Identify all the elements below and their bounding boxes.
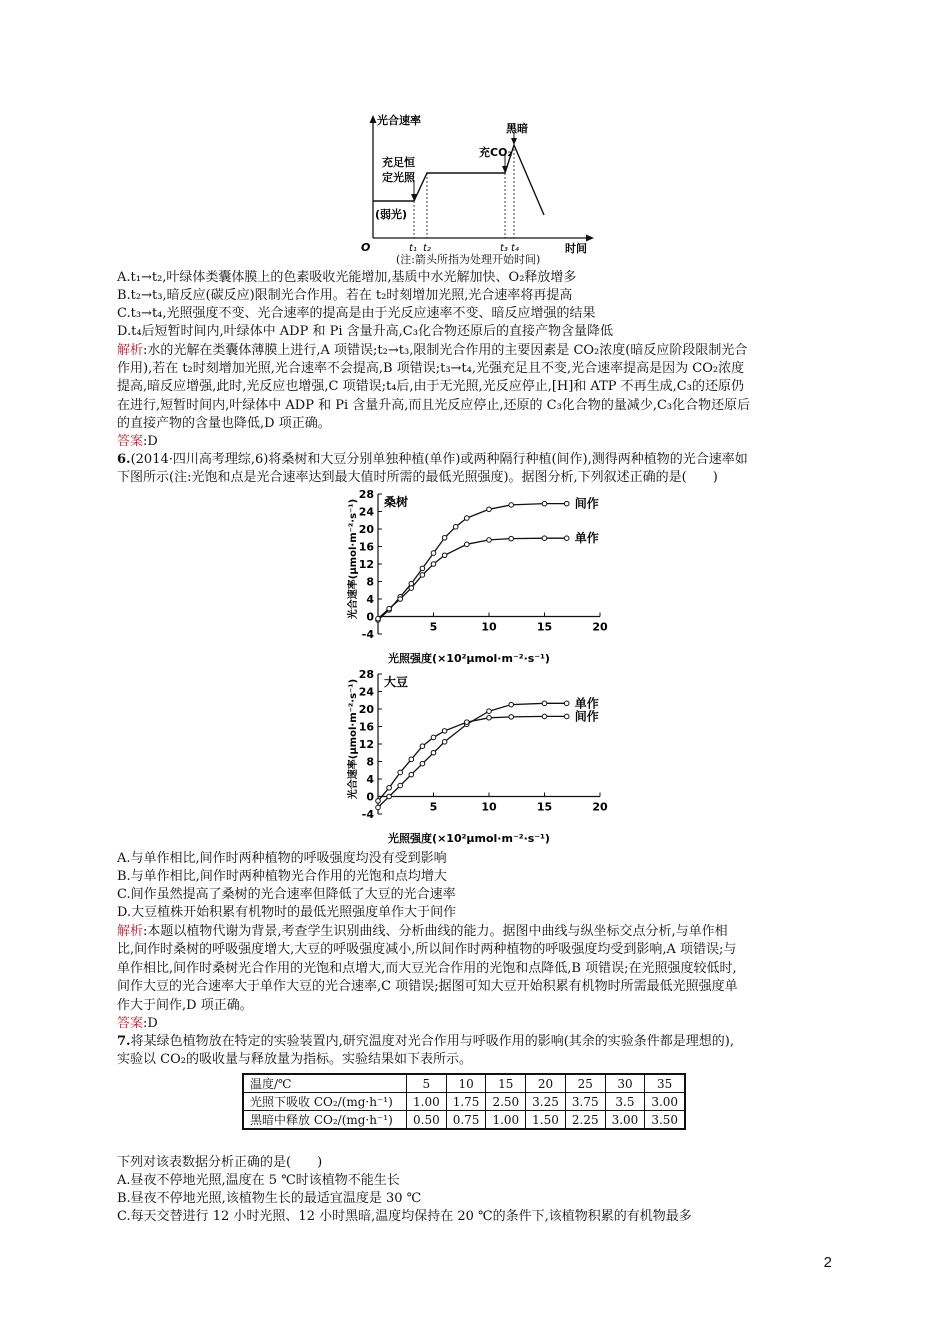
table-cell: 20 — [526, 1074, 566, 1093]
table-cell: 1.75 — [446, 1093, 486, 1111]
data-point — [465, 720, 470, 725]
data-point — [542, 701, 547, 706]
q5-answer-value: :D — [143, 434, 158, 449]
chart-soybean — [338, 664, 618, 854]
q6-analysis-line-5: 作大于间作,D 项正确。 — [117, 998, 253, 1013]
table-cell: 3.25 — [526, 1093, 566, 1111]
data-point — [420, 566, 425, 571]
y-tick-label: 16 — [358, 540, 374, 554]
data-point — [442, 535, 447, 540]
data-point — [387, 794, 392, 799]
series-label: 单作 — [574, 696, 599, 711]
table-cell: 25 — [565, 1074, 605, 1093]
series-line — [378, 538, 567, 619]
table-cell: 3.75 — [565, 1093, 605, 1111]
data-point — [398, 597, 403, 602]
table-cell: 1.00 — [486, 1111, 526, 1130]
q6-analysis-line-2: 比,间作时桑树的呼吸强度增大,大豆的呼吸强度减小,所以间作时两种植物的呼吸强度均受到影响,A 项错误;与 — [117, 942, 737, 957]
table-cell: 0.75 — [446, 1111, 486, 1130]
q5-analysis-line-1 — [117, 343, 747, 359]
data-point — [431, 750, 436, 755]
series-label: 单作 — [574, 531, 599, 546]
y-tick-label: -4 — [361, 628, 374, 641]
data-point — [487, 715, 492, 720]
q6-stem-text-1: (2014·四川高考理综,6)将桑树和大豆分别单独种植(单作)或两种隔行种植(间作),测得两种植物的光合速率如 — [130, 452, 748, 467]
q6-answer — [117, 1016, 158, 1032]
data-point — [509, 503, 514, 508]
table-row — [243, 1093, 685, 1111]
fig1-dark: 黑暗 — [506, 122, 528, 135]
y-tick-label: 4 — [366, 773, 374, 786]
data-point — [564, 714, 569, 719]
table-cell: 1.00 — [407, 1093, 447, 1111]
series-label: 间作 — [574, 709, 599, 724]
data-point — [442, 729, 447, 734]
y-tick-label: 24 — [358, 685, 374, 699]
table-row — [243, 1111, 685, 1130]
q5-analysis-line-5: 的直接产物的含量也降低,D 项正确。 — [117, 416, 331, 431]
q7-number: 7. — [117, 1034, 131, 1049]
x-tick-label: 5 — [429, 800, 438, 814]
y-tick-label: 8 — [366, 755, 374, 769]
series-label: 间作 — [574, 496, 599, 511]
data-point — [431, 551, 436, 556]
data-point — [431, 735, 436, 740]
table-cell: 光照下吸收 CO₂/(mg·h⁻¹) — [243, 1093, 407, 1111]
fig1-t2: t₂ — [423, 243, 431, 254]
table-cell: 3.5 — [605, 1093, 645, 1111]
q6-option-b: B.与单作相比,间作时两种植物光合作用的光饱和点均增大 — [117, 869, 447, 884]
table-cell: 黑暗中释放 CO₂/(mg·h⁻¹) — [243, 1111, 407, 1130]
table-cell: 30 — [605, 1074, 645, 1093]
fig1-light-2: 定光照 — [382, 171, 415, 184]
data-point — [564, 536, 569, 541]
fig1-t3: t₃ — [500, 243, 508, 254]
data-point — [453, 525, 458, 530]
data-point — [409, 586, 414, 591]
q6-analysis-line-3: 单作相比,间作时桑树光合作用的光饱和点增大,而大豆光合作用的光饱和点降低,B 项错误;在光照强度较低时, — [117, 961, 737, 976]
data-point — [376, 805, 381, 810]
fig1-light-1: 充足恒 — [382, 156, 415, 169]
y-tick-label: 4 — [366, 593, 374, 606]
y-tick-label: -4 — [361, 808, 374, 821]
q5-option-c: C.t₃→t₄,光照强度不变、光合速率的提高是由于光反应速率不变、暗反应增强的结果 — [117, 306, 596, 321]
x-axis-label: 光照强度(×10²μmol·m⁻²·s⁻¹) — [388, 832, 550, 845]
q6-answer-value: :D — [143, 1016, 158, 1031]
page-number: 2 — [823, 1254, 832, 1271]
figure-photosynthesis-time — [355, 110, 605, 260]
chart-mulberry — [338, 484, 618, 669]
data-point — [387, 606, 392, 611]
data-point — [509, 536, 514, 541]
q6-option-c: C.间作虽然提高了桑树的光合速率但降低了大豆的光合速率 — [117, 887, 456, 902]
fig1-ylabel: 光合速率 — [377, 114, 421, 127]
q7-option-c: C.每天交替进行 12 小时光照、12 小时黑暗,温度均保持在 20 ℃的条件下,该植物积累的有机物最多 — [117, 1209, 692, 1224]
fig1-xlabel: 时间 — [565, 242, 587, 255]
data-point — [398, 783, 403, 788]
data-point — [487, 538, 492, 543]
q6-number: 6. — [117, 452, 131, 467]
experiment-table — [242, 1073, 686, 1130]
data-point — [542, 714, 547, 719]
y-tick-label: 12 — [358, 738, 374, 751]
data-point — [487, 709, 492, 714]
data-point — [409, 757, 414, 762]
x-tick-label: 15 — [536, 620, 553, 634]
table-cell: 2.25 — [565, 1111, 605, 1130]
table-cell: 1.50 — [526, 1111, 566, 1130]
data-point — [487, 507, 492, 512]
q5-option-a: A.t₁→t₂,叶绿体类囊体膜上的色素吸收光能增加,基质中水光解加快、O₂释放增多 — [117, 270, 577, 285]
data-point — [542, 501, 547, 506]
q5-answer — [117, 434, 158, 450]
q5-analysis-line-2: 作用),若在 t₂时刻增加光照,光合速率不会提高,B 项错误;t₃→t₄,光强充足且不变,光合速率提高是因为 CO₂浓度 — [117, 361, 745, 376]
y-tick-label: 0 — [366, 790, 374, 804]
table-cell: 10 — [446, 1074, 486, 1093]
data-point — [420, 744, 425, 749]
data-point — [564, 501, 569, 506]
data-point — [409, 772, 414, 777]
data-point — [465, 516, 470, 521]
x-tick-label: 20 — [592, 800, 608, 814]
q5-analysis-line-3: 提高,暗反应增强,此时,光反应也增强,C 项错误;t₄后,由于无光照,光反应停止,[H]和 ATP 不再生成,C₃的还原仍 — [117, 379, 744, 394]
data-point — [387, 785, 392, 790]
data-point — [376, 799, 381, 804]
table-cell: 5 — [407, 1074, 447, 1093]
q7-option-a: A.昼夜不停地光照,温度在 5 ℃时该植物不能生长 — [117, 1173, 400, 1188]
y-tick-label: 20 — [358, 523, 374, 536]
x-tick-label: 20 — [592, 620, 608, 634]
y-tick-label: 28 — [358, 668, 374, 681]
table-cell: 2.50 — [486, 1093, 526, 1111]
series-line — [378, 716, 567, 801]
y-axis-label: 光合速率(μmol·m⁻²·s⁻¹) — [348, 498, 359, 620]
table-cell: 0.50 — [407, 1111, 447, 1130]
q5-analysis-label: 解析 — [117, 343, 144, 358]
q6-analysis-line-4: 间作大豆的光合速率大于单作大豆的光合速率,C 项错误;据图可知大豆开始积累有机物时所需最低光照强度单 — [117, 979, 738, 994]
y-tick-label: 8 — [366, 575, 374, 589]
data-point — [442, 553, 447, 558]
chart-title: 大豆 — [384, 675, 409, 689]
series-line — [378, 504, 567, 620]
series-line — [378, 703, 567, 807]
fig1-note: (注:箭头所指为处理开始时间) — [396, 253, 541, 266]
q7-question: 下列对该表数据分析正确的是( ) — [117, 1155, 323, 1170]
fig1-co2: 充CO₂ — [479, 146, 513, 159]
y-axis-label: 光合速率(μmol·m⁻²·s⁻¹) — [348, 678, 359, 800]
data-point — [564, 701, 569, 706]
y-tick-label: 20 — [358, 703, 374, 716]
data-point — [509, 702, 514, 707]
data-point — [376, 616, 381, 621]
x-tick-label: 10 — [481, 800, 497, 814]
y-tick-label: 16 — [358, 720, 374, 734]
q7-option-b: B.昼夜不停地光照,该植物生长的最适宜温度是 30 ℃ — [117, 1191, 422, 1206]
fig1-origin: O — [361, 241, 371, 254]
q6-option-d: D.大豆植株开始积累有机物时的最低光照强度单作大于间作 — [117, 905, 457, 920]
table-cell: 35 — [645, 1074, 685, 1093]
q5-option-d: D.t₄后短暂时间内,叶绿体中 ADP 和 Pi 含量升高,C₃化合物还原后的直接产物含量降低 — [117, 324, 613, 339]
chart-title: 桑树 — [384, 495, 409, 509]
data-point — [465, 542, 470, 547]
table-cell: 温度/℃ — [243, 1074, 407, 1093]
table-cell: 3.00 — [605, 1111, 645, 1130]
x-tick-label: 15 — [536, 800, 553, 814]
y-tick-label: 24 — [358, 505, 374, 519]
x-tick-label: 5 — [429, 620, 438, 634]
table-cell: 15 — [486, 1074, 526, 1093]
q6-analysis-label: 解析 — [117, 924, 144, 939]
q5-analysis-line-4: 在进行,短暂时间内,叶绿体中 ADP 和 Pi 含量升高,而且光反应停止,还原的 C₃化合物的量减少,C₃化合物还原后 — [117, 398, 751, 413]
q5-analysis-text-1: :水的光解在类囊体薄膜上进行,A 项错误;t₂→t₃,限制光合作用的主要因素是 CO₂浓度(暗反应阶段限制光合 — [143, 343, 748, 358]
q6-stem-line-2: 下图所示(注:光饱和点是光合速率达到最大值时所需的最低光照强度)。据图分析,下列叙述正确的是( ) — [117, 470, 718, 485]
x-axis-label: 光照强度(×10²μmol·m⁻²·s⁻¹) — [388, 652, 550, 665]
data-point — [509, 715, 514, 720]
table-row — [243, 1074, 685, 1093]
table-cell: 3.00 — [645, 1093, 685, 1111]
q5-option-b: B.t₂→t₃,暗反应(碳反应)限制光合作用。若在 t₂时刻增加光照,光合速率将再提高 — [117, 288, 573, 303]
q6-answer-label: 答案 — [117, 1016, 144, 1031]
y-tick-label: 12 — [358, 558, 374, 571]
data-point — [420, 761, 425, 766]
data-point — [398, 770, 403, 775]
x-tick-label: 10 — [481, 620, 497, 634]
fig1-t4: t₄ — [511, 243, 519, 254]
q7-stem-text-1: 将某绿色植物放在特定的实验装置内,研究温度对光合作用与呼吸作用的影响(其余的实验条件都是理想的), — [130, 1034, 734, 1049]
q6-option-a: A.与单作相比,间作时两种植物的呼吸强度均没有受到影响 — [117, 851, 447, 866]
q7-stem-line-2: 实验以 CO₂的吸收量与释放量为指标。实验结果如下表所示。 — [117, 1052, 472, 1067]
q6-analysis-line-1 — [117, 924, 728, 940]
table-cell: 3.50 — [645, 1111, 685, 1130]
fig1-t1: t₁ — [409, 243, 417, 254]
fig1-weak-light: (弱光) — [375, 208, 408, 221]
data-point — [542, 536, 547, 541]
q6-stem-line-1 — [117, 452, 748, 468]
data-point — [431, 562, 436, 567]
q5-answer-label: 答案 — [117, 434, 144, 449]
data-point — [420, 573, 425, 578]
q6-analysis-text-1: :本题以植物代谢为背景,考查学生识别曲线、分析曲线的能力。据图中曲线与纵坐标交点分析,与单作相 — [143, 924, 728, 939]
y-tick-label: 0 — [366, 610, 374, 624]
q7-stem-line-1 — [117, 1034, 734, 1050]
data-point — [442, 740, 447, 745]
y-tick-label: 28 — [358, 488, 374, 501]
